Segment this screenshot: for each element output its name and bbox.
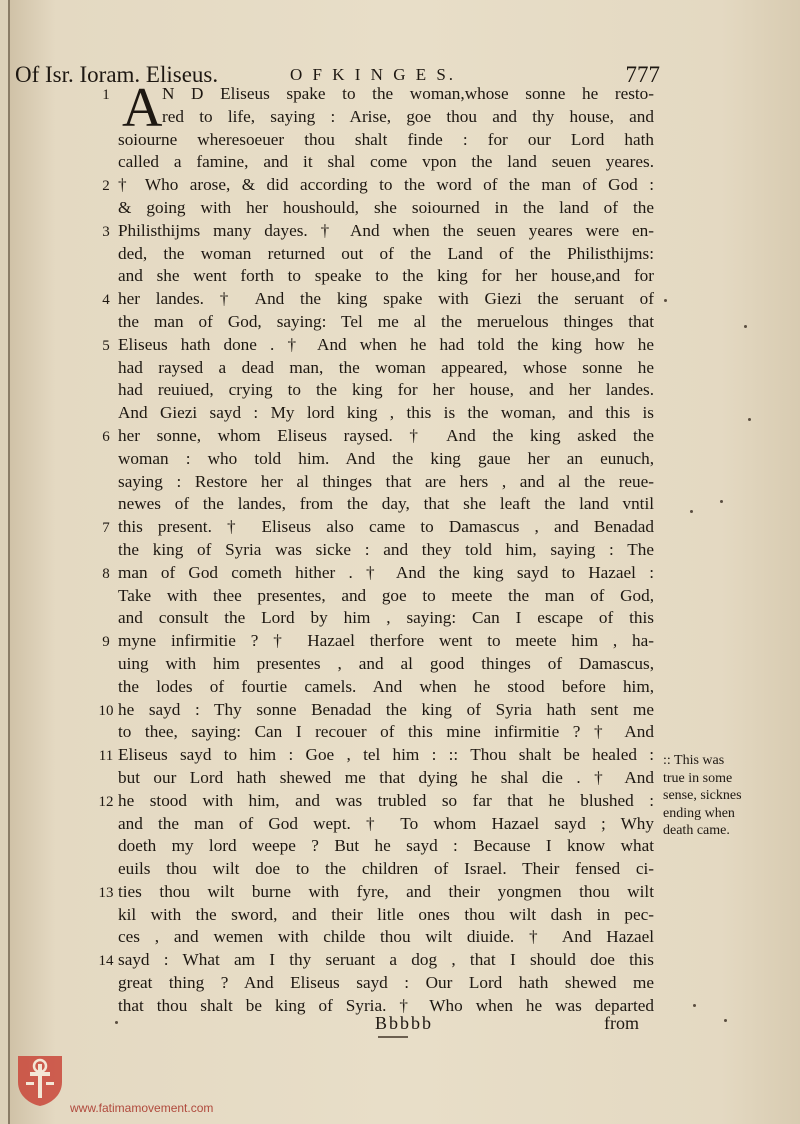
text-line: and she went forth to speake to the king for her house,and for (118, 266, 654, 286)
text-line: her landes. † And the king spake with Giezi the seruant of (118, 289, 654, 309)
text-line: And Giezi sayd : My lord king , this is the woman, and this is (118, 403, 654, 423)
header-left: Of Isr. Ioram. Eliseus. (15, 62, 219, 87)
text-line: soiourne wheresoeuer thou shalt finde : for our Lord hath (118, 129, 654, 149)
verse-number: 7 (102, 520, 110, 537)
ink-speck (664, 299, 667, 302)
ink-speck (724, 1019, 727, 1022)
text-line: called a famine, and it shal come vpon the land seuen yeares. (118, 152, 654, 172)
verse-number: 10 (98, 702, 114, 719)
watermark-url: www.fatimamovement.com (70, 1101, 214, 1115)
verse-number: 14 (98, 953, 114, 970)
verse-number: 3 (102, 223, 110, 240)
signature-mark: Bbbbb (375, 1013, 434, 1033)
verse-number: 2 (102, 178, 110, 195)
text-line: had reuiued, crying to the king for her house, and her landes. (118, 380, 654, 400)
text-line: Take with thee presentes, and goe to meete the man of God, (118, 585, 654, 605)
text-line: & going with her houshould, she soiourned in the land of the (118, 197, 654, 217)
text-line: newes of the landes, from the day, that she leaft the land vntil (118, 494, 654, 514)
verse-number: 5 (102, 337, 110, 354)
ink-speck (115, 1021, 118, 1024)
margin-note-line: :: This was (663, 753, 725, 768)
text-line: had raysed a dead man, the woman appeared, whose sonne he (118, 357, 654, 377)
text-line: ces , and wemen with childe thou wilt diuide. † And Hazael (118, 927, 654, 947)
verse-number: 8 (102, 565, 110, 582)
text-line: man of God cometh hither . † And the king sayd to Hazael : (118, 562, 654, 582)
text-line: † Who arose, & did according to the word of the man of God : (118, 175, 654, 195)
margin-note (663, 752, 788, 840)
text-line: the lodes of fourtie camels. And when he stood before him, (118, 676, 654, 696)
text-line: Philisthijms many dayes. † And when the seuen yeares were en- (118, 220, 654, 240)
ink-speck (748, 418, 751, 421)
gutter-line (8, 0, 10, 1124)
text-line: saying : Restore her al thinges that are hers , and al the reue- (118, 471, 654, 491)
text-line: sayd : What am I thy seruant a dog , that I should doe this (118, 950, 654, 970)
verse-number: 11 (98, 748, 114, 765)
text-line: doeth my lord weepe ? But he sayd : Because I know what (118, 836, 654, 856)
verse-number: 4 (102, 292, 110, 309)
text-line: ded, the woman returned out of the Land of the Philisthijms: (118, 243, 654, 263)
verse-number: 13 (98, 885, 114, 901)
text-line: Eliseus hath done . † And when he had told the king how he (118, 334, 654, 354)
text-line: that thou shalt be king of Syria. † Who when he was departed (118, 995, 654, 1015)
text-line: red to life, saying : Arise, goe thou and thy house, and (162, 106, 654, 126)
catchword: from (604, 1013, 639, 1033)
body-text (118, 77, 654, 1018)
verse-number: 9 (102, 634, 110, 651)
text-line: kil with the sword, and their litle ones thou wilt dash in pec- (118, 904, 654, 924)
verse-number: 1 (102, 87, 110, 103)
text-line: woman : who told him. And the king gaue her an eunuch, (118, 448, 654, 468)
text-line: but our Lord hath shewed me that dying he shal die . † And (118, 767, 654, 787)
margin-note-line: death came. (663, 823, 730, 838)
fatima-logo-icon (12, 1052, 68, 1108)
header-center: O F K I N G E S. (290, 65, 457, 84)
text-line: this present. † Eliseus also came to Damascus , and Benadad (118, 517, 654, 537)
text-line: N D Eliseus spake to the woman,whose sonne he resto- (162, 84, 654, 103)
margin-note-line: true in some (663, 770, 733, 786)
text-line: great thing ? And Eliseus sayd : Our Lord hath shewed me (118, 973, 654, 993)
text-line: the king of Syria was sicke : and they told him, saying : The (118, 539, 654, 559)
text-line: he stood with him, and was trubled so far that he blushed : (118, 790, 654, 810)
ink-speck (720, 500, 723, 503)
page-number: 777 (625, 62, 660, 87)
text-line: and consult the Lord by him , saying: Can I escape of this (118, 608, 654, 628)
drop-cap: A (122, 77, 163, 139)
footer-rule (378, 1036, 408, 1038)
margin-note-line: ending when (663, 805, 735, 821)
text-line: he sayd : Thy sonne Benadad the king of Syria hath sent me (118, 699, 654, 719)
margin-note-line: sense, sicknes (663, 788, 742, 803)
text-line: to thee, saying: Can I recouer of this mine infirmitie ? † And (118, 722, 654, 742)
text-line: euils thou wilt doe to the children of Israel. Their fensed ci- (118, 859, 654, 879)
ink-speck (744, 325, 747, 328)
verse-number: 6 (102, 429, 110, 445)
verse-number: 12 (98, 793, 114, 810)
text-line: her sonne, whom Eliseus raysed. † And the king asked the (118, 425, 654, 445)
text-line: uing with him presentes , and al good thinges of Damascus, (118, 653, 654, 673)
text-line: ties thou wilt burne with fyre, and their yongmen thou wilt (118, 881, 654, 901)
text-line: myne infirmitie ? † Hazael therfore went to meete him , ha- (118, 631, 654, 651)
text-line: and the man of God wept. † To whom Hazael sayd ; Why (118, 813, 654, 833)
text-line: Eliseus sayd to him : Goe , tel him : :: Thou shalt be healed : (118, 745, 654, 765)
ink-speck (693, 1004, 696, 1007)
text-line: the man of God, saying: Tel me al the meruelous thinges that (118, 311, 654, 331)
ink-speck (690, 510, 693, 513)
